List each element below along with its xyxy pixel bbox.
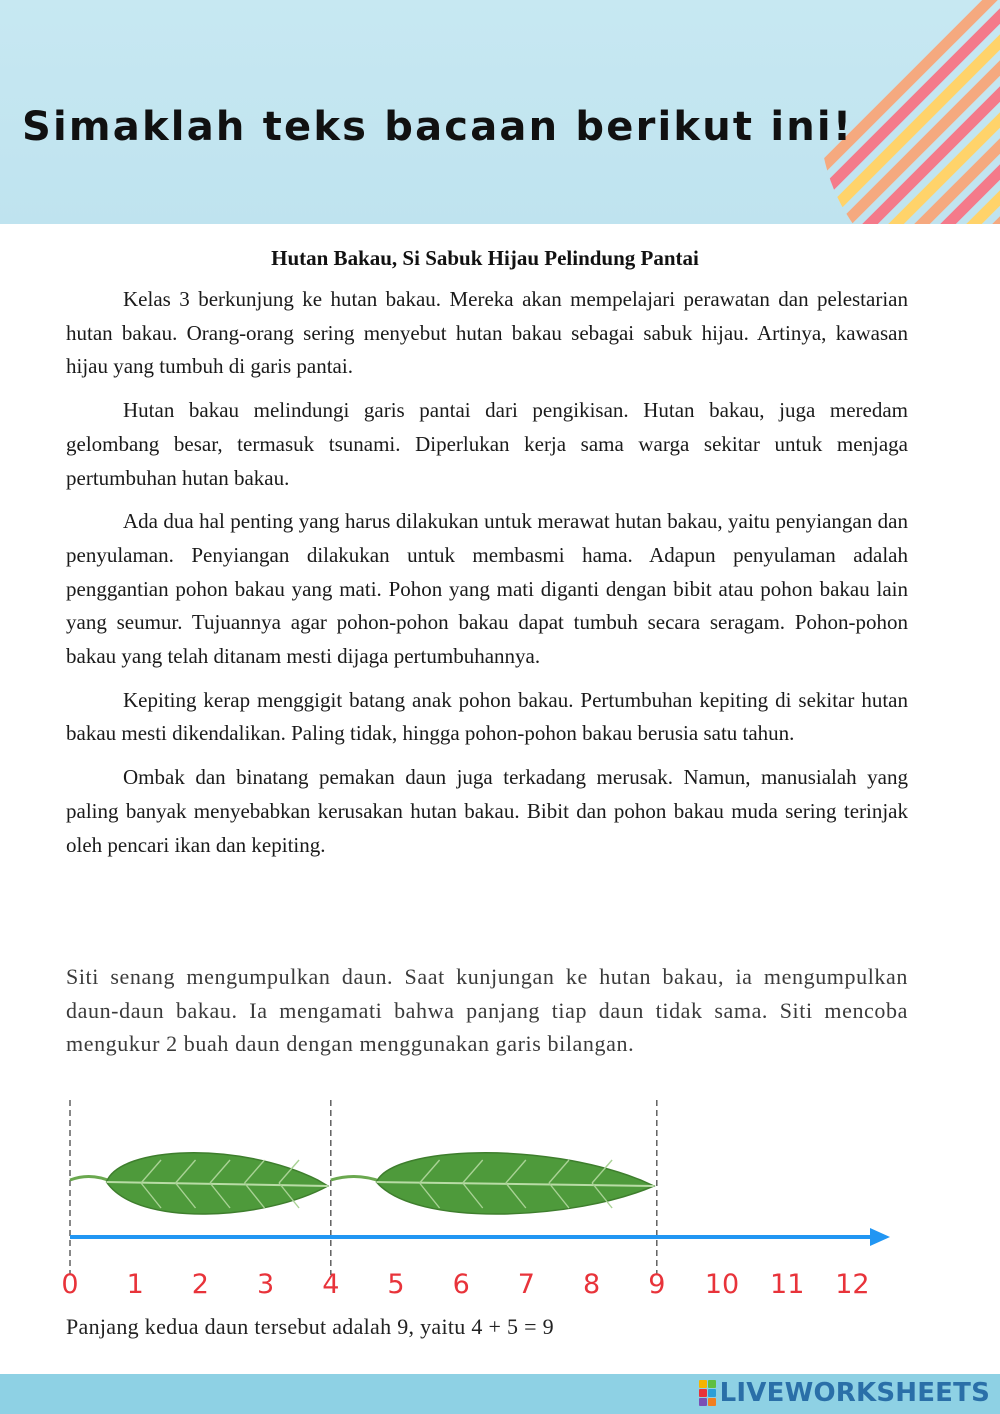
leaf-icon [331,1153,654,1214]
reading-paragraph: Kepiting kerap menggigit batang anak pohon bakau. Pertumbuhan kepiting di sekitar hutan bakau mesti dikendalikan. Paling tidak, hingga pohon-pohon bakau berusia satu tahun. [66,687,908,746]
reading-paragraph: Hutan bakau melindungi garis pantai dari pengikisan. Hutan bakau, juga meredam gelombang besar, termasuk tsunami. Diperlukan kerja sama warga sekitar untuk menjaga pertumbuhan hutan bakau. [66,398,908,490]
leaf-icon [70,1153,328,1214]
reading-paragraph: Ada dua hal penting yang harus dilakukan untuk merawat hutan bakau, yaitu penyiangan dan penyulaman. Penyiangan dilakukan untuk membasmi hama. Adapun penyulaman adalah penggantian pohon bakau yang mati. Pohon yang mati diganti dengan bibit atau pohon bakau lain yang seumur. Tujuannya agar pohon-pohon bakau dapat tumbuh secara seragam. Pohon-pohon bakau yang telah ditanam mesti dijaga pertumbuhannya. [66,509,908,669]
number-line-figure [0,1090,1000,1305]
tick-label: 4 [322,1269,340,1300]
logo-text: LIVEWORKSHEETS [719,1378,990,1408]
tick-label: 5 [387,1269,405,1300]
tick-label: 1 [126,1269,144,1300]
reading-text [66,283,908,872]
tick-label: 0 [61,1269,79,1300]
reading-paragraph: Ombak dan binatang pemakan daun juga terkadang merusak. Namun, manusialah yang paling banyak menyebabkan kerusakan hutan bakau. Bibit dan pohon bakau muda sering terinjak oleh pencari ikan dan kepiting. [66,765,908,857]
tick-label: 7 [517,1269,535,1300]
tick-label: 6 [452,1269,470,1300]
reading-paragraph: Kelas 3 berkunjung ke hutan bakau. Mereka akan mempelajari perawatan dan pelestarian hutan bakau. Orang-orang sering menyebut hutan bakau sebagai sabuk hijau. Artinya, kawasan hijau yang tumbuh di garis pantai. [66,287,908,379]
arrow-right-icon [870,1228,890,1246]
stripe [992,0,1000,224]
tick-label: 3 [257,1269,275,1300]
answer-text: Panjang kedua daun tersebut adalah 9, yaitu 4 + 5 = 9 [66,1314,554,1339]
task-text: Siti senang mengumpulkan daun. Saat kunjungan ke hutan bakau, ia mengumpulkan daun-daun bakau. Ia mengamati bahwa panjang tiap daun tidak sama. Siti mencoba mengukur 2 buah daun dengan menggunakan garis bilangan. [66,964,908,1056]
reading-title: Hutan Bakau, Si Sabuk Hijau Pelindung Pantai [271,246,699,270]
logo-grid-icon [699,1380,716,1406]
tick-label: 2 [191,1269,209,1300]
tick-label: 12 [835,1269,870,1300]
tick-label: 9 [648,1269,666,1300]
tick-label: 10 [704,1269,740,1300]
liveworksheets-logo [699,1378,990,1408]
header-banner [0,0,1000,224]
page-title: Simaklah teks bacaan berikut ini! [22,104,854,150]
tick-label: 11 [770,1269,805,1300]
tick-label: 8 [583,1269,601,1300]
